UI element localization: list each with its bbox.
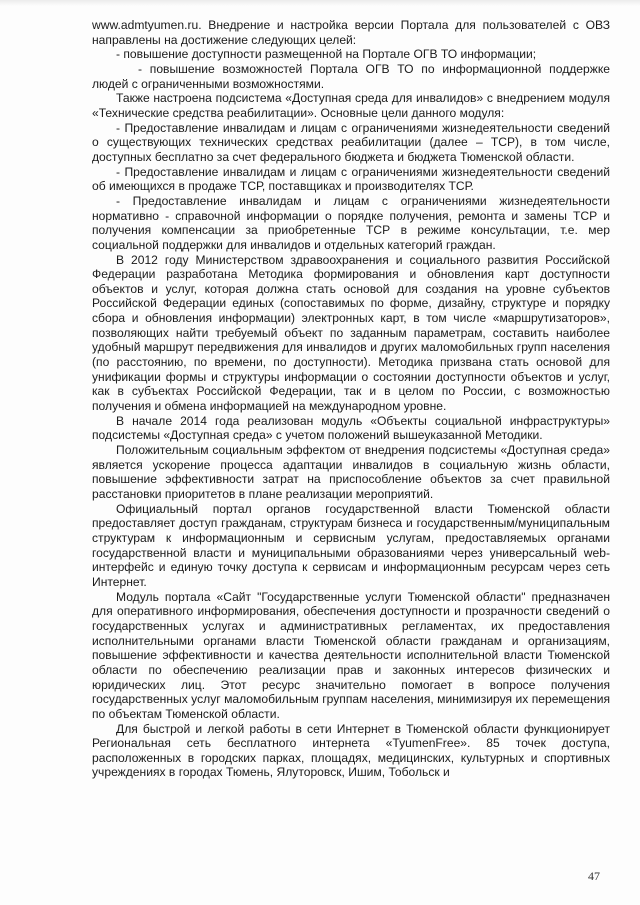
- paragraph-methodology-2012: В 2012 году Министерством здравоохранения и социального развития Российской Федерации разработана Методика формирования и обновления карт доступности объектов и услуг, которая должна стать основой для создания на уровне субъектов Российской Федерации единых (сопоставимых по форме, дизайну, структуре и порядку сбора и обновления информации) электронных карт, в том числе «маршрутизаторов», позволяющих найти требуемый объект по заданным параметрам, составить наиболее удобный маршрут передвижения для инвалидов и других маломобильных групп населения (по расстоянию, по времени, по доступности). Методика призвана стать основой для унификации формы и структуры информации о состоянии доступности объектов и услуг, как в субъектах Российской Федерации, так и в целом по России, с возможностью получения и обмена информацией на международном уровне.: [92, 252, 610, 414]
- page-number: 47: [588, 869, 600, 883]
- list-item-capabilities: - повышение возможностей Портала ОГВ ТО по информационной поддержке людей с ограниченными возможностями.: [92, 61, 610, 91]
- paragraph-social-effect: Положительным социальным эффектом от внедрения подсистемы «Доступная среда» является ускорение процесса адаптации инвалидов в социальную жизнь области, повышение эффективности затрат на приспособление объектов за счет правильной расстановки приоритетов в плане реализации мероприятий.: [92, 443, 610, 501]
- paragraph-tyumenfree: Для быстрой и легкой работы в сети Интернет в Тюменской области функционирует Региональная сеть бесплатного интернета «TyumenFree». 85 точек доступа, расположенных в городских парках, площадях, медицинских, культурных и спортивных учреждениях в городах Тюмень, Ялуторовск, Ишим, Тобольск и: [92, 721, 610, 780]
- paragraph-subsystem: Также настроена подсистема «Доступная среда для инвалидов» с внедрением модуля «Технические средства реабилитации». Основные цели данного модуля:: [92, 91, 610, 120]
- list-item-tsr-normative: - Предоставление инвалидам и лицам с ограничениями жизнедеятельности нормативно - справочной информации о порядке получения, ремонта и замены ТСР и получения компенсации за приобретенные ТСР в режиме консультации, т.е. мер социальной поддержки для инвалидов и отдельных категорий граждан.: [92, 193, 610, 252]
- list-item-availability: - повышение доступности размещенной на Портале ОГВ ТО информации;: [116, 47, 537, 62]
- paragraph-portal-intro: www.admtyumen.ru. Внедрение и настройка версии Портала для пользователей с ОВЗ направлены на достижение следующих целей:: [92, 18, 610, 47]
- scan-edge: [0, 0, 640, 6]
- body-text: [92, 18, 610, 780]
- list-item-tsr-sale: - Предоставление инвалидам и лицам с ограничениями жизнедеятельности сведений об имеющихся в продаже ТСР, поставщиках и производителях ТСР.: [92, 164, 610, 194]
- list-item-tsr-info: - Предоставление инвалидам и лицам с ограничениями жизнедеятельности сведений о существующих технических средствах реабилитации (далее – ТСР), в том числе, доступных бесплатно за счет федерального бюджета и бюджета Тюменской области.: [92, 120, 610, 164]
- paragraph-gosuslugi-module: Модуль портала «Сайт "Государственные услуги Тюменской области" предназначен для оперативного информирования, обеспечения доступности и прозрачности сведений о государственных услугах и административных регламентах, их предоставления исполнительными органами власти Тюменской области гражданам и организациям, повышение эффективности и качества деятельности исполнительной власти Тюменской области по обеспечению реализации прав и законных интересов физических и юридических лиц. Этот ресурс значительно помогает в вопросе получения государственных услуг маломобильным группам населения, минимизируя их перемещения по объектам Тюменской области.: [92, 589, 610, 721]
- paragraph-official-portal: Официальный портал органов государственной власти Тюменской области предоставляет доступ гражданам, структурам бизнеса и государственным/муниципальным структурам к информационным и сервисным услугам, предоставляемых органами государственной власти и муниципальными образованиями через универсальный web-интерфейс и единую точку доступа к сервисам и информационным ресурсам через сеть Интернет.: [92, 501, 610, 589]
- paragraph-module-2014: В начале 2014 года реализован модуль «Объекты социальной инфраструктуры» подсистемы «Доступная среда» с учетом положений вышеуказанной Методики.: [92, 413, 610, 443]
